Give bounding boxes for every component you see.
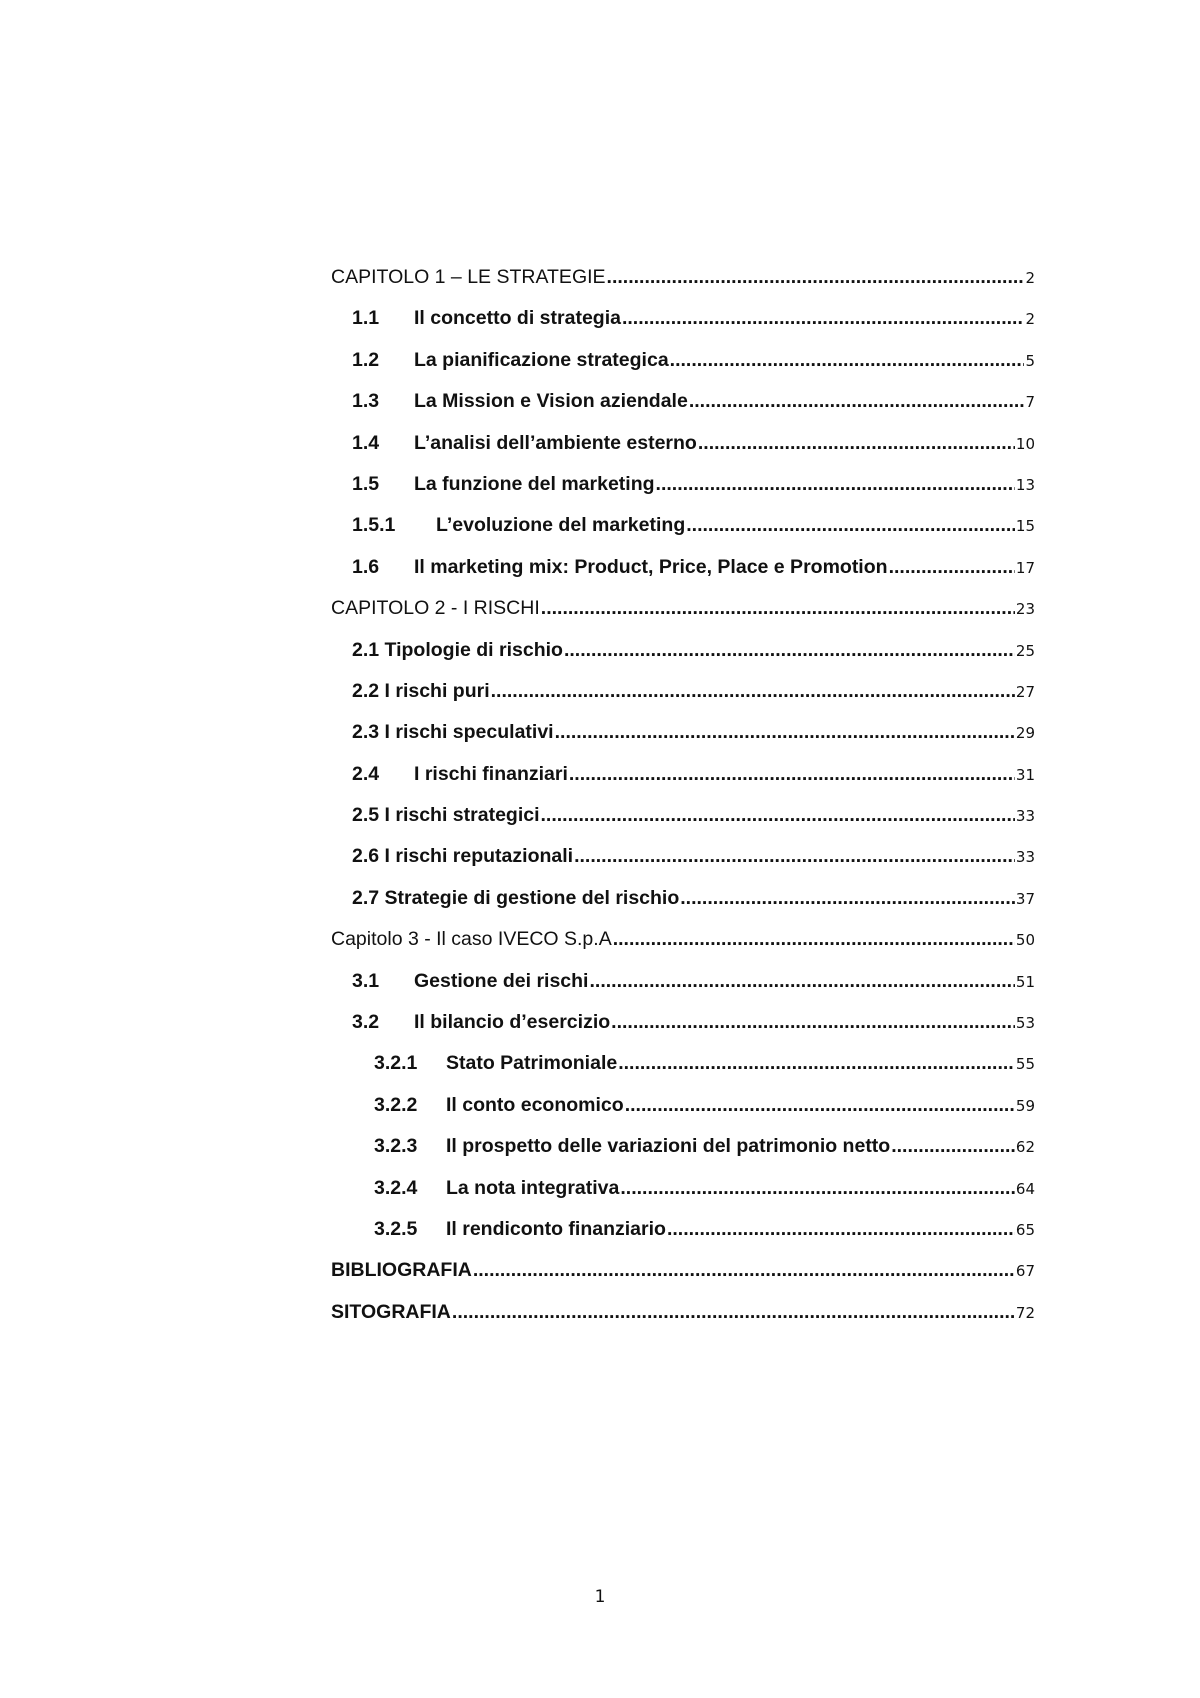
dot-leader: [613, 928, 1015, 951]
toc-entry[interactable]: [331, 970, 1035, 1011]
dot-leader: [452, 1301, 1015, 1324]
dot-leader: [686, 514, 1015, 537]
toc-entry-title: 2.6 I rischi reputazionali: [352, 845, 574, 868]
toc-entry-title: 2.7 Strategie di gestione del rischio: [352, 886, 680, 909]
toc-entry-title: CAPITOLO 1 – LE STRATEGIE: [331, 266, 606, 288]
toc-entry[interactable]: [331, 514, 1035, 555]
toc-entry-number: 3.2.3: [374, 1135, 418, 1158]
dot-leader: [555, 721, 1015, 744]
dot-leader: [698, 432, 1015, 455]
toc-entry-number: 3.2.1: [374, 1052, 418, 1075]
toc-entry-page-number: 2: [1025, 269, 1035, 287]
dot-leader: [564, 639, 1015, 662]
dot-leader: [618, 1052, 1015, 1075]
dot-leader: [889, 556, 1015, 579]
toc-entry-page-number: 25: [1015, 641, 1035, 660]
toc-entry-title: La nota integrativa: [446, 1176, 620, 1199]
toc-entry-page-number: 72: [1015, 1303, 1035, 1322]
toc-entry-title: Il marketing mix: Product, Price, Place e Promotion: [414, 555, 888, 578]
toc-entry[interactable]: [331, 1218, 1035, 1259]
dot-leader: [670, 349, 1025, 372]
toc-entry[interactable]: [331, 556, 1035, 597]
toc-entry-title: 2.2 I rischi puri: [352, 679, 490, 702]
toc-entry-number: 3.1: [352, 969, 380, 992]
toc-entry[interactable]: [331, 845, 1035, 886]
toc-entry[interactable]: [331, 680, 1035, 721]
toc-entry-number: 3.2: [352, 1011, 380, 1034]
table-of-contents: [331, 266, 1035, 1342]
toc-entry-page-number: 31: [1015, 765, 1035, 784]
toc-entry[interactable]: [331, 639, 1035, 680]
toc-entry-number: 3.2.2: [374, 1093, 418, 1116]
dot-leader: [689, 390, 1025, 413]
toc-entry-title: Il concetto di strategia: [414, 307, 621, 330]
toc-entry[interactable]: [331, 1135, 1035, 1176]
toc-entry-title: Stato Patrimoniale: [446, 1052, 618, 1075]
toc-entry-number: 1.5: [352, 472, 380, 495]
dot-leader: [541, 597, 1015, 620]
toc-entry-page-number: 5: [1025, 351, 1035, 370]
toc-entry-title: 2.3 I rischi speculativi: [352, 721, 554, 744]
dot-leader: [622, 307, 1024, 330]
toc-entry[interactable]: [331, 266, 1035, 307]
page-number-footer: 1: [594, 1587, 606, 1607]
toc-entry-number: 1.5.1: [352, 514, 396, 537]
toc-entry-page-number: 27: [1015, 682, 1035, 701]
toc-entry-title: Gestione dei rischi: [414, 969, 589, 992]
toc-entry-title: 2.5 I rischi strategici: [352, 804, 540, 827]
toc-entry[interactable]: [331, 1177, 1035, 1218]
toc-entry[interactable]: [331, 1011, 1035, 1052]
toc-entry-number: 3.2.5: [374, 1217, 418, 1240]
toc-entry[interactable]: [331, 804, 1035, 845]
toc-entry[interactable]: [331, 763, 1035, 804]
toc-entry-page-number: 29: [1015, 724, 1035, 743]
toc-entry-title: L’analisi dell’ambiente esterno: [414, 431, 697, 454]
toc-entry-number: 1.1: [352, 307, 380, 330]
toc-entry-page-number: 33: [1015, 848, 1035, 867]
dot-leader: [891, 1135, 1015, 1158]
dot-leader: [491, 680, 1015, 703]
toc-entry-title: 2.1 Tipologie di rischio: [352, 638, 563, 661]
toc-entry-page-number: 13: [1015, 475, 1035, 494]
toc-entry-number: 3.2.4: [374, 1176, 418, 1199]
toc-entry-title: SITOGRAFIA: [331, 1300, 451, 1323]
toc-entry-number: 1.2: [352, 348, 380, 371]
toc-entry-number: 1.3: [352, 390, 380, 413]
toc-entry[interactable]: [331, 349, 1035, 390]
toc-entry[interactable]: [331, 1052, 1035, 1093]
toc-entry[interactable]: [331, 721, 1035, 762]
toc-entry-page-number: 23: [1015, 600, 1035, 619]
toc-entry[interactable]: [331, 887, 1035, 928]
toc-entry-page-number: 2: [1025, 310, 1035, 329]
dot-leader: [473, 1259, 1015, 1282]
toc-entry-number: 1.4: [352, 431, 380, 454]
toc-entry-page-number: 50: [1015, 931, 1035, 950]
toc-entry-title: CAPITOLO 2 - I RISCHI: [331, 597, 540, 620]
toc-entry-page-number: 53: [1015, 1014, 1035, 1033]
toc-entry-title: La Mission e Vision aziendale: [414, 390, 688, 413]
toc-entry-title: La funzione del marketing: [414, 472, 655, 495]
dot-leader: [611, 1011, 1015, 1034]
toc-entry-page-number: 67: [1015, 1262, 1035, 1281]
dot-leader: [574, 845, 1015, 868]
toc-entry-page-number: 55: [1015, 1055, 1035, 1074]
toc-entry-title: L’evoluzione del marketing: [436, 514, 686, 537]
toc-entry-page-number: 62: [1015, 1138, 1035, 1157]
dot-leader: [607, 266, 1025, 289]
dot-leader: [656, 473, 1015, 496]
toc-entry-title: I rischi finanziari: [414, 762, 568, 785]
toc-entry-number: 2.4: [352, 762, 380, 785]
toc-entry-page-number: 17: [1015, 558, 1035, 577]
toc-entry-page-number: 33: [1015, 807, 1035, 826]
toc-entry-title: Il bilancio d’esercizio: [414, 1011, 611, 1034]
toc-entry-title: Il prospetto delle variazioni del patrimonio netto: [446, 1135, 891, 1158]
toc-entry[interactable]: [331, 1301, 1035, 1342]
toc-entry-page-number: 7: [1025, 393, 1035, 412]
toc-entry-page-number: 64: [1015, 1179, 1035, 1198]
toc-entry-title: Il conto economico: [446, 1093, 624, 1116]
dot-leader: [620, 1177, 1015, 1200]
dot-leader: [680, 887, 1015, 910]
toc-entry[interactable]: [331, 928, 1035, 969]
toc-entry-number: 1.6: [352, 555, 380, 578]
toc-entry[interactable]: [331, 307, 1035, 348]
dot-leader: [667, 1218, 1015, 1241]
toc-entry-page-number: 51: [1015, 972, 1035, 991]
toc-entry[interactable]: [331, 473, 1035, 514]
toc-entry[interactable]: [331, 432, 1035, 473]
toc-entry-page-number: 65: [1015, 1220, 1035, 1239]
toc-entry-page-number: 15: [1015, 517, 1035, 536]
toc-entry-page-number: 10: [1015, 434, 1035, 453]
toc-entry[interactable]: [331, 1259, 1035, 1300]
toc-entry[interactable]: [331, 597, 1035, 638]
dot-leader: [541, 804, 1015, 827]
toc-entry-page-number: 59: [1015, 1096, 1035, 1115]
toc-entry[interactable]: [331, 390, 1035, 431]
toc-entry-title: Il rendiconto finanziario: [446, 1217, 666, 1240]
dot-leader: [589, 970, 1014, 993]
dot-leader: [625, 1094, 1015, 1117]
toc-entry[interactable]: [331, 1094, 1035, 1135]
toc-entry-title: BIBLIOGRAFIA: [331, 1259, 472, 1282]
toc-entry-page-number: 37: [1015, 889, 1035, 908]
dot-leader: [569, 763, 1015, 786]
toc-entry-title: La pianificazione strategica: [414, 348, 669, 371]
toc-entry-title: Capitolo 3 - Il caso IVECO S.p.A: [331, 928, 612, 951]
